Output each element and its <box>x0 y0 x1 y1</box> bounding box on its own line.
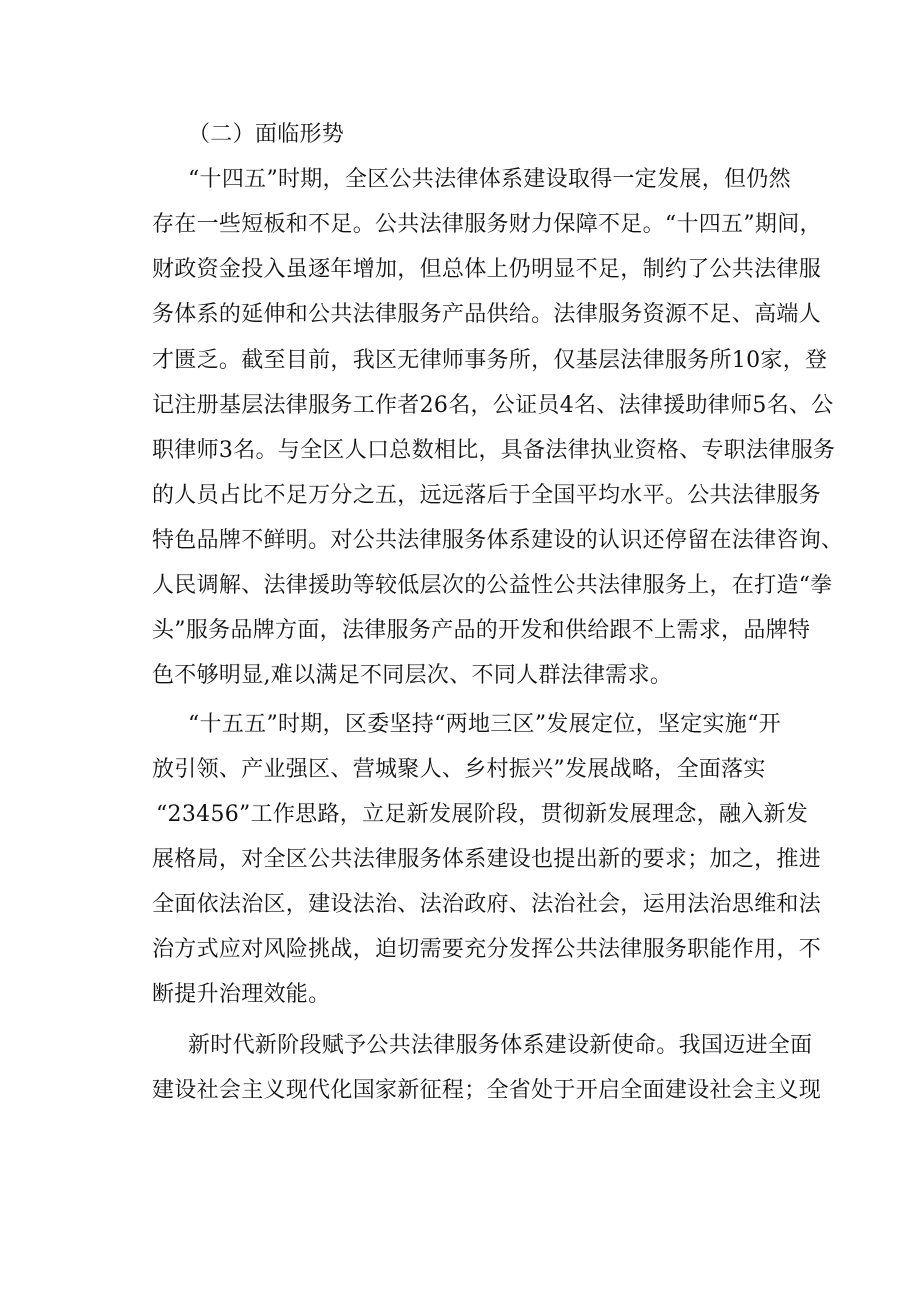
paragraph-2-line: “23456”工作思路，立足新发展阶段，贯彻新发展理念，融入新发 <box>156 802 809 827</box>
paragraph-2-line: 断提升治理效能。 <box>152 982 331 1007</box>
paragraph-2-line: 展格局，对全区公共法律服务体系建设也提出新的要求；加之，推进 <box>152 847 822 872</box>
paragraph-1-line: 存在一些短板和不足。公共法律服务财力保障不足。“十四五”期间， <box>152 212 822 237</box>
paragraph-3-line: 新时代新阶段赋予公共法律服务体系建设新使命。我国迈进全面 <box>188 1033 813 1058</box>
paragraph-1-line: 色不够明显,难以满足不同层次、不同人群法律需求。 <box>152 663 673 688</box>
paragraph-1-line: 职律师3名。与全区人口总数相比，具备法律执业资格、专职法律服务 <box>152 438 836 463</box>
paragraph-3-line: 建设社会主义现代化国家新征程；全省处于开启全面建设社会主义现 <box>152 1078 822 1103</box>
paragraph-2-line: 放引领、产业强区、营城聚人、乡村振兴”发展战略，全面落实 <box>152 757 766 782</box>
paragraph-1-line: 务体系的延伸和公共法律服务产品供给。法律服务资源不足、高端人 <box>152 302 822 327</box>
paragraph-1-line: 财政资金投入虽逐年增加，但总体上仍明显不足，制约了公共法律服 <box>152 257 822 282</box>
paragraph-2-line: 治方式应对风险挑战，迫切需要充分发挥公共法律服务职能作用，不 <box>152 937 822 962</box>
paragraph-1-line: “十四五”时期，全区公共法律体系建设取得一定发展，但仍然 <box>188 167 791 192</box>
paragraph-1-line: 人民调解、法律援助等较低层次的公益性公共法律服务上，在打造“拳 <box>152 573 833 598</box>
paragraph-2-line: “十五五”时期，区委坚持“两地三区”发展定位，坚定实施“开 <box>188 712 781 737</box>
paragraph-1-line: 记注册基层法律服务工作者26名，公证员4名、法律援助律师5名、公 <box>152 393 834 418</box>
paragraph-1-line: 特色品牌不鲜明。对公共法律服务体系建设的认识还停留在法律咨询、 <box>152 528 844 553</box>
paragraph-1-line: 的人员占比不足万分之五，远远落后于全国平均水平。公共法律服务 <box>152 483 822 508</box>
section-heading: （二）面临形势 <box>188 122 345 147</box>
paragraph-2-line: 全面依法治区，建设法治、法治政府、法治社会，运用法治思维和法 <box>152 892 822 917</box>
paragraph-1-line: 才匮乏。截至目前，我区无律师事务所，仅基层法律服务所10家，登 <box>152 348 828 373</box>
paragraph-1-line: 头”服务品牌方面，法律服务产品的开发和供给跟不上需求，品牌特 <box>152 618 811 643</box>
